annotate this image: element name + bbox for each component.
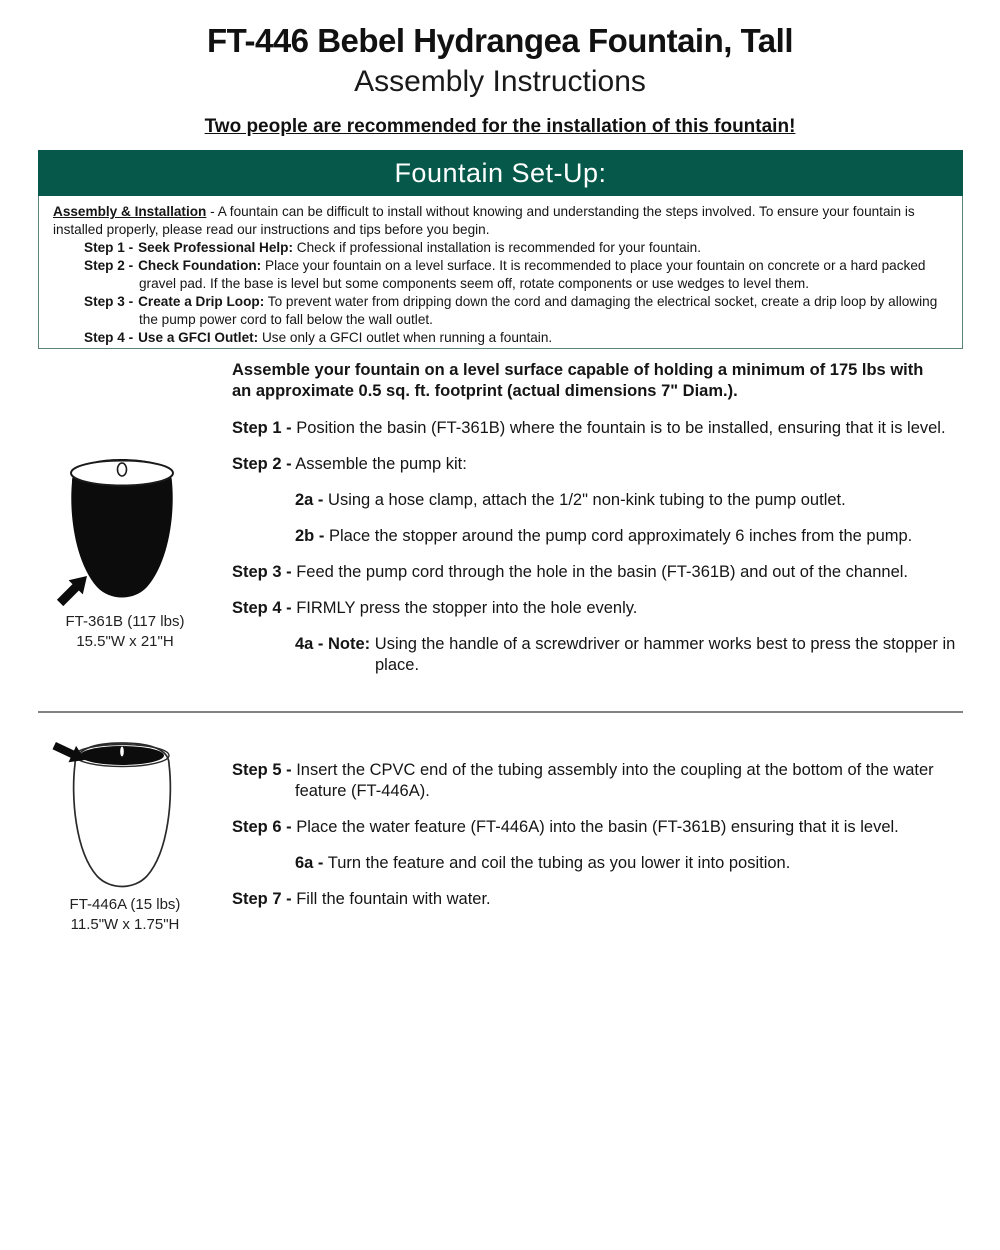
figure-basin bbox=[47, 452, 197, 615]
setup-step-3: Step 3 - Create a Drip Loop: To prevent water from dripping down the cord and damaging the electrical socket, create a drip loop by allowing the pump power cord to fall below the wall outlet. bbox=[84, 294, 938, 327]
step-6: Step 6 - Place the water feature (FT-446A) into the basin (FT-361B) ensuring that it is level. bbox=[232, 818, 899, 836]
setup-box-header: Fountain Set-Up: bbox=[38, 150, 963, 196]
setup-intro-text: - A fountain can be difficult to install without knowing and understanding the steps involved. To ensure your fountain is installed properly, please read our instructions and tips before you begin. bbox=[53, 204, 915, 237]
page-subtitle: Assembly Instructions bbox=[354, 65, 646, 98]
installation-notice: Two people are recommended for the installation of this fountain! bbox=[204, 116, 796, 137]
step-7: Step 7 - Fill the fountain with water. bbox=[232, 890, 491, 908]
title-block bbox=[0, 22, 1000, 138]
figure-water-feature bbox=[47, 734, 197, 899]
step-1: Step 1 - Position the basin (FT-361B) where the fountain is to be installed, ensuring that it is level. bbox=[232, 419, 946, 437]
step-4: Step 4 - FIRMLY press the stopper into the hole evenly. bbox=[232, 599, 638, 617]
basin-part-number: FT-361B (117 lbs) bbox=[65, 613, 185, 630]
feature-slit-icon bbox=[120, 747, 124, 757]
step-2b: 2b - Place the stopper around the pump cord approximately 6 inches from the pump. bbox=[295, 527, 913, 545]
water-feature-illustration-icon bbox=[47, 734, 197, 894]
step-4a-note: 4a - Note: Using the handle of a screwdriver or hammer works best to press the stopper in place. bbox=[295, 635, 956, 674]
figure-water-feature-caption bbox=[20, 895, 230, 935]
setup-intro bbox=[53, 203, 950, 239]
setup-intro-label: Assembly & Installation bbox=[53, 204, 207, 219]
basin-hole-icon bbox=[118, 463, 127, 476]
step-2: Step 2 - Assemble the pump kit: bbox=[232, 455, 467, 473]
surface-requirement-note: Assemble your fountain on a level surface capable of holding a minimum of 175 lbs with an approximate 0.5 sq. ft. footprint (actual dimensions 7" Diam.). bbox=[232, 361, 924, 400]
step-6a: 6a - Turn the feature and coil the tubing as you lower it into position. bbox=[295, 854, 791, 872]
figure-basin-caption bbox=[20, 612, 230, 652]
instructions-section-2 bbox=[232, 760, 964, 925]
section-divider bbox=[38, 711, 963, 713]
basin-dimensions: 15.5"W x 21"H bbox=[76, 633, 174, 650]
fountain-setup-box bbox=[38, 150, 963, 349]
page-title: FT-446 Bebel Hydrangea Fountain, Tall bbox=[206, 22, 793, 59]
setup-box-body bbox=[38, 196, 963, 349]
step-5: Step 5 - Insert the CPVC end of the tubing assembly into the coupling at the bottom of the water feature (FT-446A). bbox=[232, 761, 934, 800]
step-3: Step 3 - Feed the pump cord through the hole in the basin (FT-361B) and out of the channel. bbox=[232, 563, 909, 581]
setup-step-2: Step 2 - Check Foundation: Place your fountain on a level surface. It is recommended to place your fountain on concrete or a hard packed gravel pad. If the base is level but some components seem off, rotate components or use wedges to level them. bbox=[84, 258, 926, 291]
step-2a: 2a - Using a hose clamp, attach the 1/2" non-kink tubing to the pump outlet. bbox=[295, 491, 846, 509]
basin-illustration-icon bbox=[47, 452, 197, 610]
arrow-icon bbox=[57, 576, 87, 606]
feature-dimensions: 11.5"W x 1.75"H bbox=[70, 916, 180, 933]
setup-step-1: Step 1 - Seek Professional Help: Check if professional installation is recommended for your fountain. bbox=[84, 240, 702, 255]
setup-step-4: Step 4 - Use a GFCI Outlet: Use only a GFCI outlet when running a fountain. bbox=[84, 330, 553, 345]
instructions-section-1 bbox=[232, 360, 964, 691]
feature-part-number: FT-446A (15 lbs) bbox=[69, 896, 181, 913]
